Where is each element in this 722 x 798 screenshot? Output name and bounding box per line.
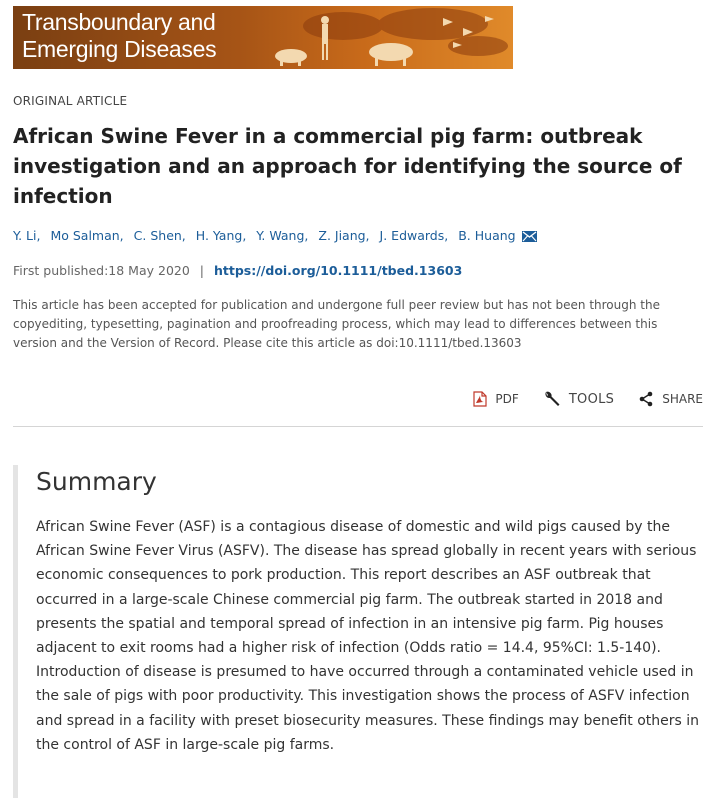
- summary-text: African Swine Fever (ASF) is a contagious disease of domestic and wild pigs caused by the African Swine Fever Virus (ASFV). The disease has spread globally in recent years with serious economic consequences to pork production. This report describes an ASF outbreak that occurred in a large-scale Chinese commercial pig farm. The outbreak started in 2018 and presents the spatial and temporal spread of infection in an intensive pig farm. Pig houses adjacent to exit rooms had a higher risk of infection (Odds ratio = 14.4, 95%CI: 1.5-140). Introduction of disease is presumed to have occurred through a contaminated vehicle used in the sale of pigs with poor productivity. This investigation shows the process of ASFV infection and spread in a facility with preset biosecurity measures. These findings may benefit others in the control of ASF in large-scale pig farms.: [36, 519, 700, 753]
- author-link[interactable]: J. Edwards,: [379, 228, 449, 243]
- author-link[interactable]: Y. Wang,: [256, 228, 309, 243]
- share-label: SHARE: [662, 392, 703, 406]
- wrench-icon: [543, 390, 561, 408]
- author-link[interactable]: B. Huang: [458, 228, 516, 243]
- author-link[interactable]: Z. Jiang,: [318, 228, 370, 243]
- article-type: ORIGINAL ARTICLE: [13, 94, 128, 108]
- accepted-notice: This article has been accepted for publication and undergone full peer review but has not been through the copyediting, typesetting, pagination and proofreading process, which may lead to differences between this version and the Version of Record. Please cite this article as doi:10.1111/tbed.13603: [13, 298, 660, 350]
- publication-info: [13, 263, 462, 278]
- journal-banner-illustration: [263, 6, 513, 69]
- author-link[interactable]: H. Yang,: [195, 228, 247, 243]
- first-published-date: 18 May 2020: [108, 263, 190, 278]
- doi-link[interactable]: https://doi.org/10.1111/tbed.13603: [214, 263, 463, 278]
- pdf-label: PDF: [495, 392, 519, 406]
- journal-banner[interactable]: [13, 6, 513, 69]
- summary-heading: Summary: [36, 467, 157, 496]
- pdf-button[interactable]: [473, 391, 518, 407]
- separator: |: [199, 263, 205, 278]
- tools-label: TOOLS: [568, 391, 615, 407]
- author-link[interactable]: Mo Salman,: [50, 228, 124, 243]
- journal-title-line2: Emerging Diseases: [22, 36, 217, 62]
- email-icon[interactable]: [522, 230, 537, 245]
- pdf-icon: [473, 391, 487, 407]
- author-list: [13, 228, 537, 245]
- journal-title-line1: Transboundary and: [22, 9, 216, 35]
- summary-section: [13, 465, 708, 798]
- author-link[interactable]: Y. Li,: [13, 228, 41, 243]
- article-title: African Swine Fever in a commercial pig farm: outbreak investigation and an approach for identifying the source of infection: [13, 124, 682, 208]
- share-icon: [638, 391, 654, 407]
- article-toolbar: [473, 390, 703, 408]
- author-link[interactable]: C. Shen,: [133, 228, 186, 243]
- journal-title: [22, 9, 216, 63]
- share-button[interactable]: [638, 391, 703, 407]
- tools-button[interactable]: [543, 390, 614, 408]
- first-published-label: First published:: [13, 263, 109, 278]
- section-divider: [13, 426, 703, 427]
